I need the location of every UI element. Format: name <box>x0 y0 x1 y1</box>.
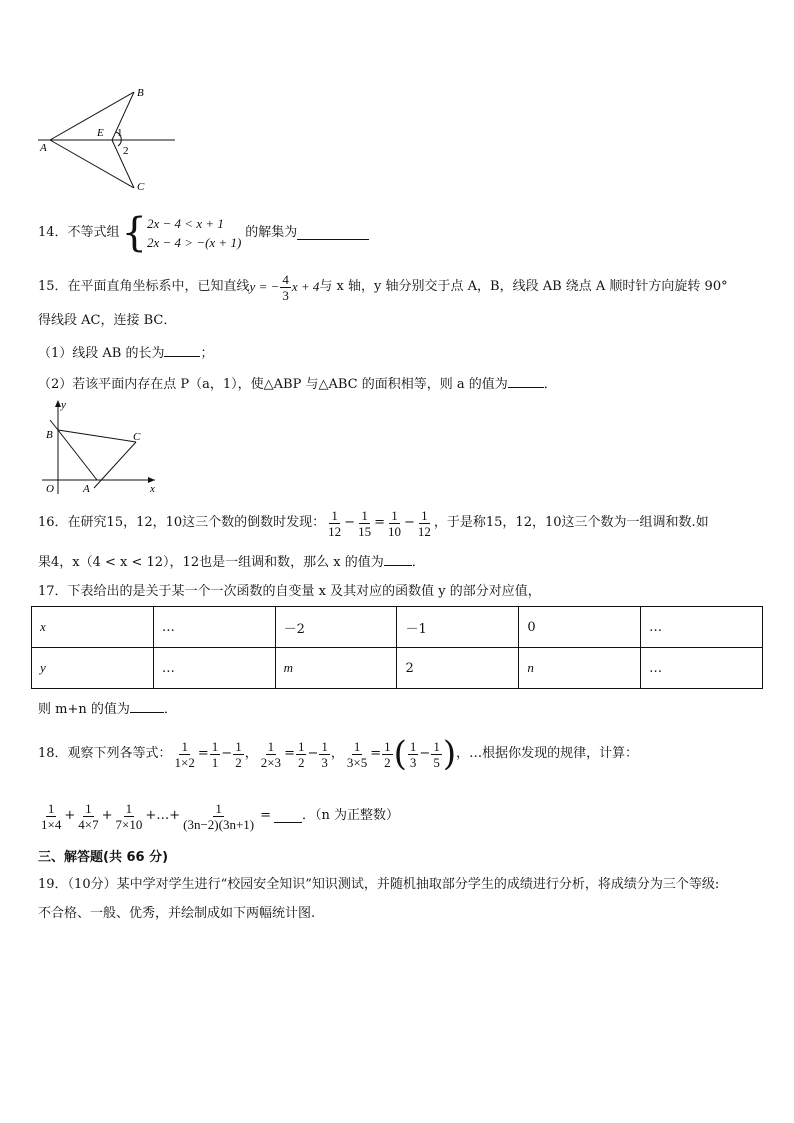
point-c-label: C <box>133 431 141 443</box>
value-table <box>31 606 763 689</box>
table-cell: 2 <box>397 648 519 689</box>
inequality-1: 2x − 4 < x + 1 <box>147 216 224 231</box>
table-cell: －2 <box>275 607 397 648</box>
table-cell: … <box>153 648 275 689</box>
answer-blank-16[interactable] <box>384 552 412 566</box>
question-18-line1: 18．观察下列各等式： $\frac{1}{1\times 2}$ = $\frac{1}{1}$ − $\frac{1}{2}$ ， $\frac{1}{2\times 3}$ = $\frac{1}{2}$ − $\frac{1}{3}$ ， $\frac{1}{3\times 5}$ = $\frac{1}{2}$ ( $\frac{1}{3}$ − $\frac{1}{5}$ ) ，…根据你发现的规律，计算： <box>38 734 639 774</box>
angle-figure <box>30 84 190 194</box>
question-14: 14．不等式组 { 2x − 4 < x + 1 2x − 4 > −(x + 1) 的解集为 <box>38 212 369 254</box>
question-15-line1: 15．在平面直角坐标系中，已知直线 y = − $\frac{4}{3}$ x + 4 与 x 轴，y 轴分别交于点 A，B，线段 AB 绕点 A 顺时针方向旋转 90° <box>38 271 728 303</box>
question-15-part1: （1）线段 AB 的长为 ； <box>38 343 214 363</box>
answer-blank-15-1[interactable] <box>164 343 200 357</box>
label-e: E <box>97 127 104 139</box>
question-15-line2: 得线段 AC，连接 BC． <box>38 313 177 328</box>
coordinate-figure <box>40 396 164 496</box>
answer-blank-17[interactable] <box>130 699 164 713</box>
answer-blank-18[interactable] <box>274 809 302 823</box>
table-cell: n <box>519 648 641 689</box>
origin-label: O <box>46 483 54 495</box>
axis-y-label: y <box>61 399 66 411</box>
label-c: C <box>137 181 145 193</box>
point-b-label: B <box>46 429 53 441</box>
label-a: A <box>40 142 47 154</box>
axis-x-label: x <box>150 483 155 495</box>
label-angle-1: 1 <box>117 127 123 139</box>
table-cell: －1 <box>397 607 519 648</box>
label-angle-2: 2 <box>123 145 129 157</box>
table-cell: y <box>32 648 154 689</box>
table-cell: … <box>641 607 763 648</box>
table-cell: x <box>32 607 154 648</box>
answer-blank-14[interactable] <box>297 226 369 240</box>
question-18-line2: $\frac{1}{1\times 4}$ + $\frac{1}{4\times 7}$ + $\frac{1}{7\times 10}$ +…+ $\frac{1}{(3n-2)(3n+1)}$ = ．（n 为正整数） <box>41 800 400 832</box>
table-cell: m <box>275 648 397 689</box>
point-a-label: A <box>83 483 90 495</box>
question-17-text: 17．下表给出的是关于某一个一次函数的自变量 x 及其对应的函数值 y 的部分对应值， <box>38 584 541 599</box>
question-16-line1: 16．在研究15，12，10这三个数的倒数时发现： $\frac{1}{12}$ − $\frac{1}{15}$ = $\frac{1}{10}$ − $\frac{1}{12}$ ，于是称15，12，10这三个数为一组调和数.如 <box>38 507 709 539</box>
table-cell: 0 <box>519 607 641 648</box>
table-row <box>32 648 763 689</box>
section-title: 三、解答题(共 66 分) <box>38 850 169 865</box>
question-17-answer: 则 m+n 的值为 ． <box>38 699 177 719</box>
question-19-line1: 19．（10分）某中学对学生进行“校园安全知识”知识测试，并随机抽取部分学生的成绩进行分析，将成绩分为三个等级: <box>38 877 720 892</box>
label-b: B <box>137 87 144 99</box>
table-cell: … <box>641 648 763 689</box>
question-19-line2: 不合格、一般、优秀，并绘制成如下两幅统计图. <box>38 906 316 921</box>
table-cell: … <box>153 607 275 648</box>
inequality-2: 2x − 4 > −(x + 1) <box>147 235 242 250</box>
answer-blank-15-2[interactable] <box>508 374 544 388</box>
table-row <box>32 607 763 648</box>
question-15-part2: （2）若该平面内存在点 P（a，1），使△ABP 与△ABC 的面积相等，则 a 的值为 ． <box>38 374 557 394</box>
question-16-line2: 果4，x（4 < x < 12），12也是一组调和数，那么 x 的值为 ． <box>38 552 425 572</box>
fraction-4-3: $\frac{4}{3}$ <box>282 271 289 303</box>
